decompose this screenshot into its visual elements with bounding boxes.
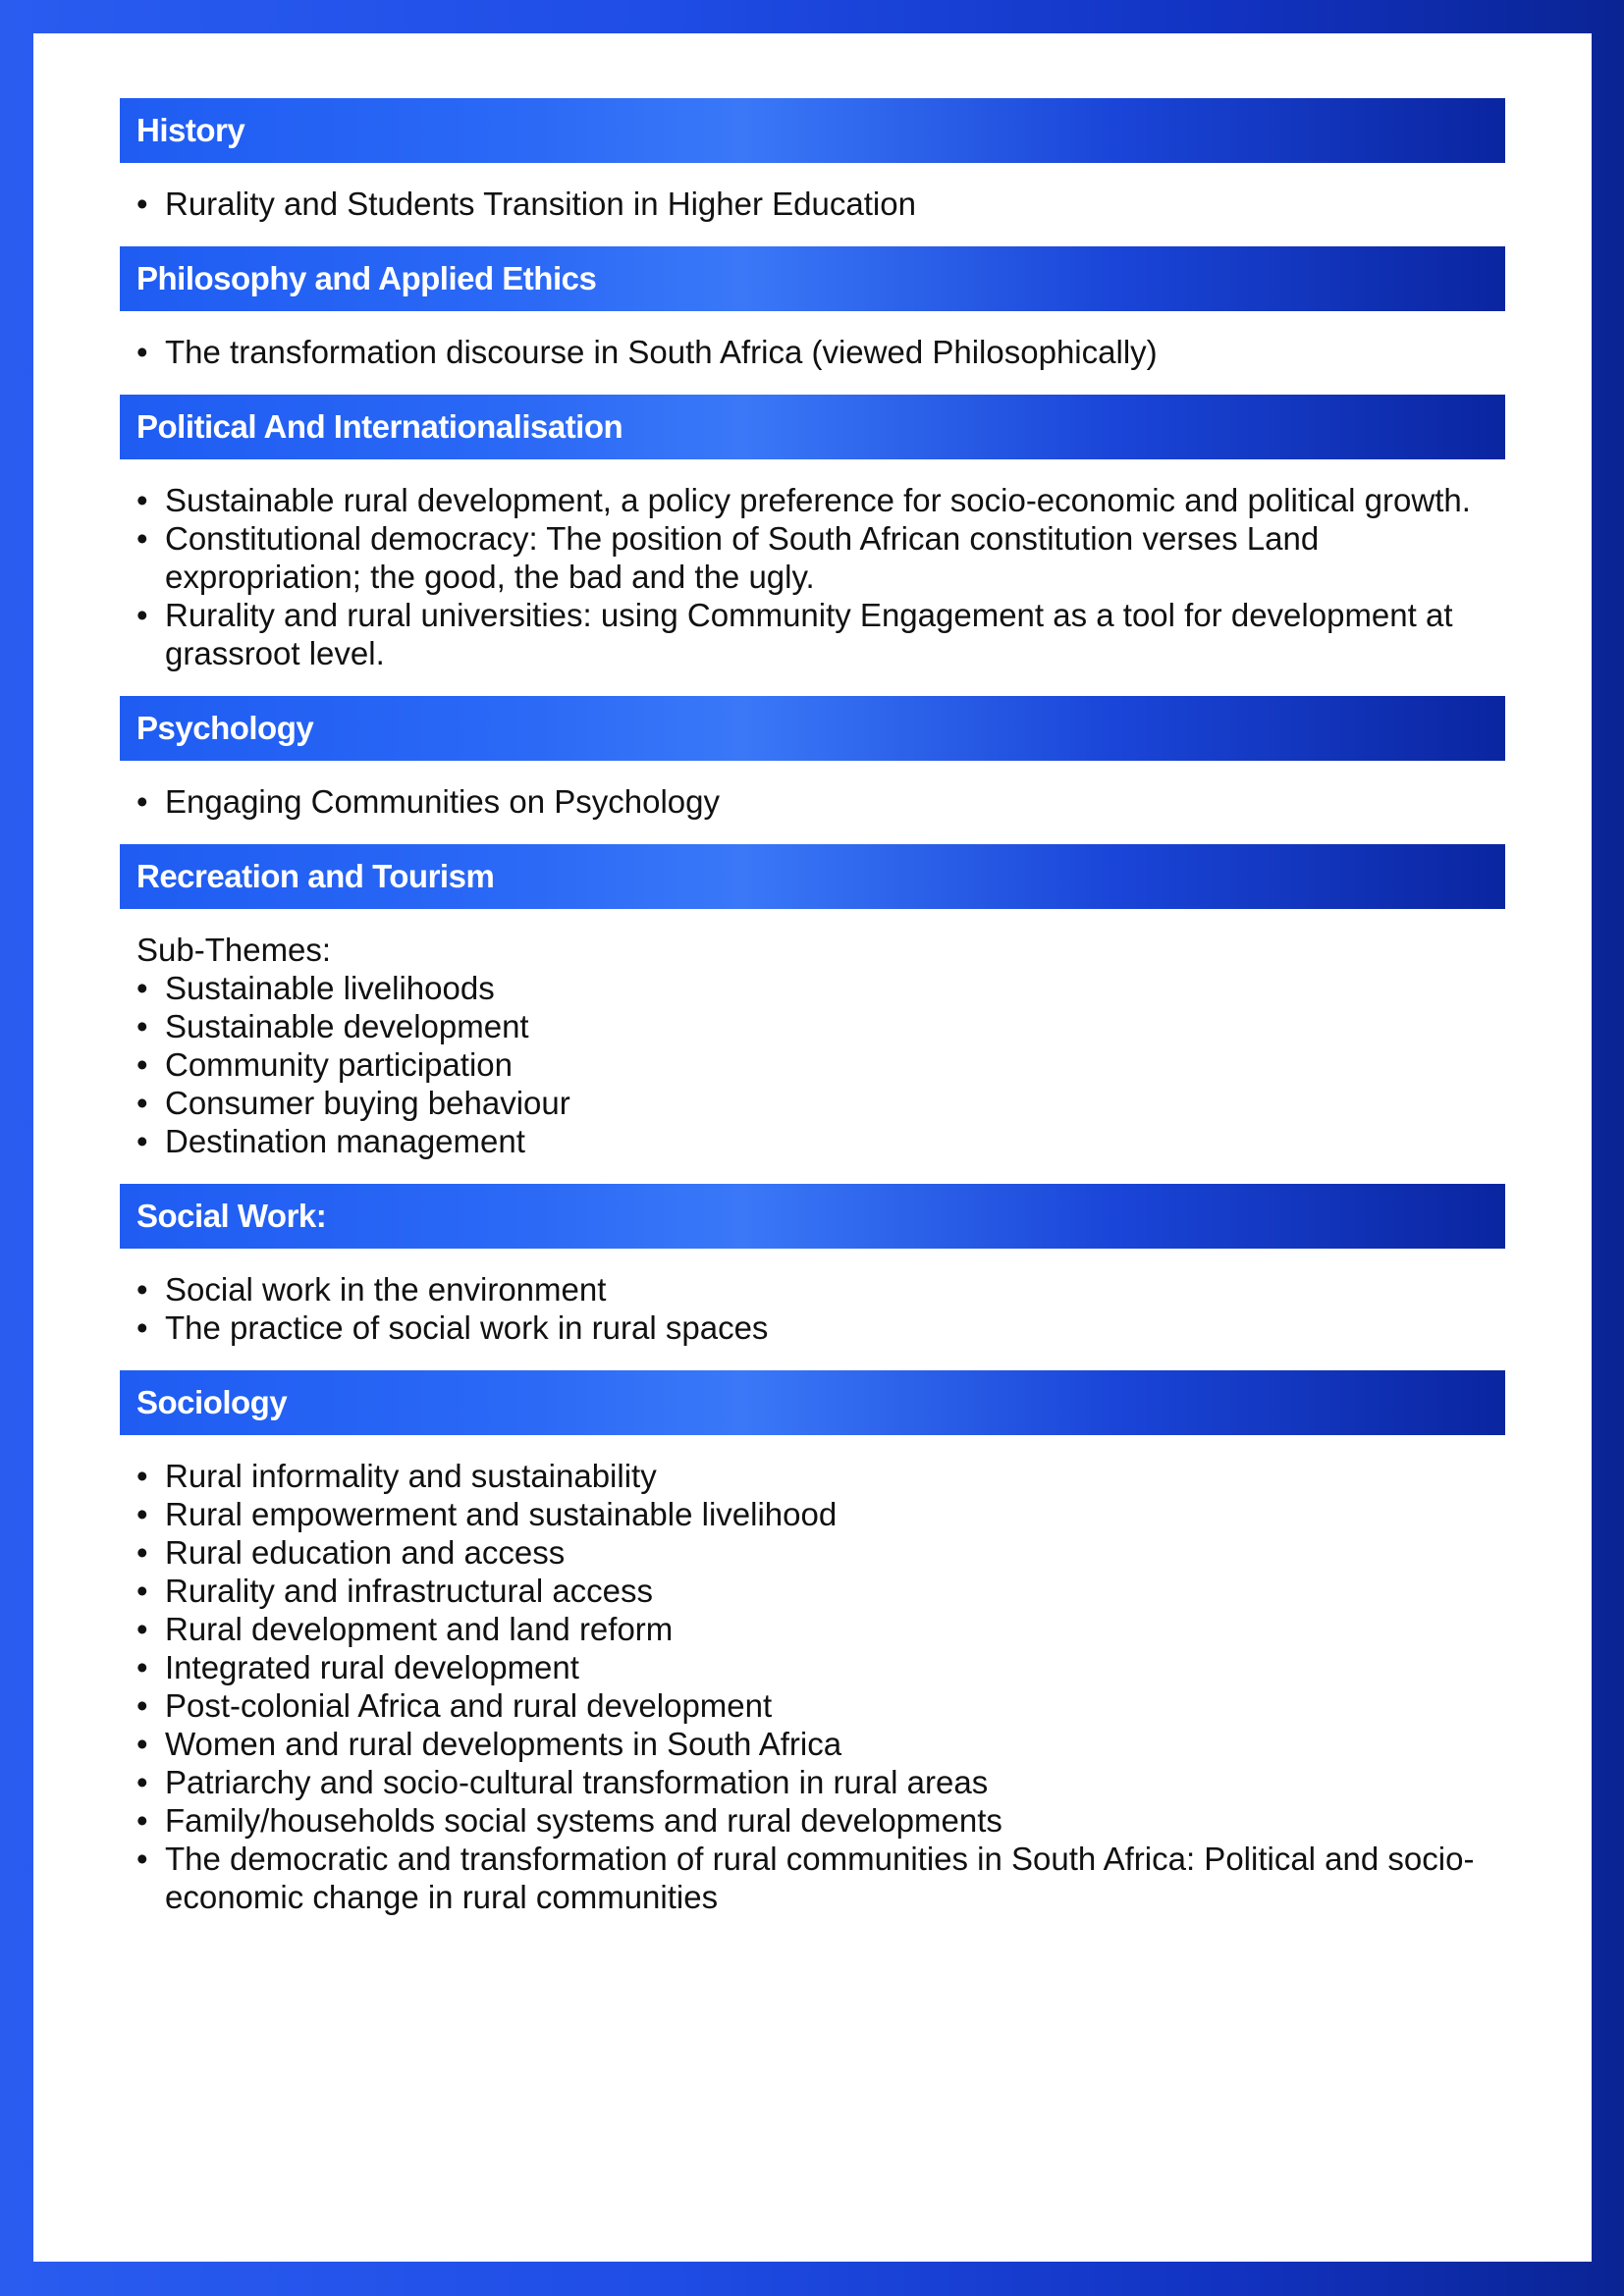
list-item [136,1533,1505,1572]
bullet-icon: • [136,1802,148,1839]
section-heading: Social Work: [120,1184,1505,1249]
bullet-icon: • [136,1611,148,1647]
list-item-text: The transformation discourse in South Africa (viewed Philosophically) [165,334,1158,370]
list-item-text: The practice of social work in rural spaces [165,1309,769,1346]
list-item [136,1572,1505,1610]
section-heading: Political And Internationalisation [120,395,1505,459]
sub-themes-label: Sub-Themes: [136,932,332,968]
list-item-text: Engaging Communities on Psychology [165,783,720,820]
section-history [120,98,1505,246]
document-page [33,33,1592,2262]
list-item-text: Patriarchy and socio-cultural transformation in rural areas [165,1764,989,1800]
section-body [120,1249,1505,1370]
bullet-icon: • [136,1726,148,1762]
list-item-text: Rural education and access [165,1534,566,1571]
bullet-icon: • [136,482,148,518]
section-body [120,311,1505,395]
list-item-text: Integrated rural development [165,1649,579,1685]
section-heading: Recreation and Tourism [120,844,1505,909]
bullet-icon: • [136,1649,148,1685]
bullet-icon: • [136,1008,148,1044]
section-social-work [120,1184,1505,1370]
section-political-and-internationalisation [120,395,1505,696]
list-item [136,1686,1505,1725]
list-item-text: Destination management [165,1123,525,1159]
bullet-icon: • [136,1687,148,1724]
list-item [136,333,1505,371]
bullet-icon: • [136,1085,148,1121]
bullet-icon: • [136,1534,148,1571]
section-philosophy-and-applied-ethics [120,246,1505,395]
list-item-text: Sustainable rural development, a policy preference for socio-economic and political growth. [165,482,1471,518]
list-item [136,1495,1505,1533]
list-item [136,1610,1505,1648]
list-item-text: Rurality and infrastructural access [165,1573,654,1609]
list-item-text: Family/households social systems and rural developments [165,1802,1002,1839]
list-item [136,1084,1505,1122]
bullet-icon: • [136,1841,148,1877]
bullet-icon: • [136,520,148,557]
list-item-text: Sustainable livelihoods [165,970,495,1006]
section-heading: Sociology [120,1370,1505,1435]
section-body [120,1435,1505,1940]
list-item [136,1308,1505,1347]
list-item [136,596,1505,672]
list-item-text: Rurality and Students Transition in Higher Education [165,186,916,222]
list-item-text: Rural empowerment and sustainable livelihood [165,1496,838,1532]
list-item-text: Consumer buying behaviour [165,1085,570,1121]
list-item-text: Women and rural developments in South Africa [165,1726,842,1762]
bullet-icon: • [136,334,148,370]
list-item-text: The democratic and transformation of rural communities in South Africa: Political and socio-economic change in rural communities [165,1841,1475,1915]
section-body [120,459,1505,696]
list-item [136,1045,1505,1084]
list-item [136,1801,1505,1840]
list-item-text: Rural informality and sustainability [165,1458,657,1494]
list-item-text: Rural development and land reform [165,1611,674,1647]
list-item-text: Rurality and rural universities: using Community Engagement as a tool for development at grassroot level. [165,597,1453,671]
section-heading: Psychology [120,696,1505,761]
bullet-icon: • [136,1309,148,1346]
list-item-text: Constitutional democracy: The position of South African constitution verses Land expropriation; the good, the bad and the ugly. [165,520,1320,595]
section-sociology [120,1370,1505,1940]
list-item [136,1007,1505,1045]
themes-list [120,98,1505,1940]
bullet-icon: • [136,1458,148,1494]
list-item [136,969,1505,1007]
list-item [136,481,1505,519]
list-item-text: Sustainable development [165,1008,529,1044]
bullet-icon: • [136,783,148,820]
section-body [120,909,1505,1184]
bullet-icon: • [136,1046,148,1083]
bullet-icon: • [136,1573,148,1609]
list-item [136,1763,1505,1801]
list-item-text: Post-colonial Africa and rural development [165,1687,773,1724]
bullet-icon: • [136,1123,148,1159]
section-body [120,163,1505,246]
section-psychology [120,696,1505,844]
list-item [136,1725,1505,1763]
list-item [136,1122,1505,1160]
section-body [120,761,1505,844]
bullet-icon: • [136,186,148,222]
list-item [136,782,1505,821]
list-item-text: Community participation [165,1046,513,1083]
section-heading: Philosophy and Applied Ethics [120,246,1505,311]
section-heading: History [120,98,1505,163]
bullet-icon: • [136,970,148,1006]
bullet-icon: • [136,1496,148,1532]
list-item [136,1840,1505,1916]
list-item [136,1457,1505,1495]
bullet-icon: • [136,1271,148,1308]
list-item-text: Social work in the environment [165,1271,607,1308]
bullet-icon: • [136,597,148,633]
list-item [136,519,1505,596]
section-recreation-and-tourism [120,844,1505,1184]
list-item [136,1648,1505,1686]
bullet-icon: • [136,1764,148,1800]
list-item [136,185,1505,223]
list-item [136,1270,1505,1308]
